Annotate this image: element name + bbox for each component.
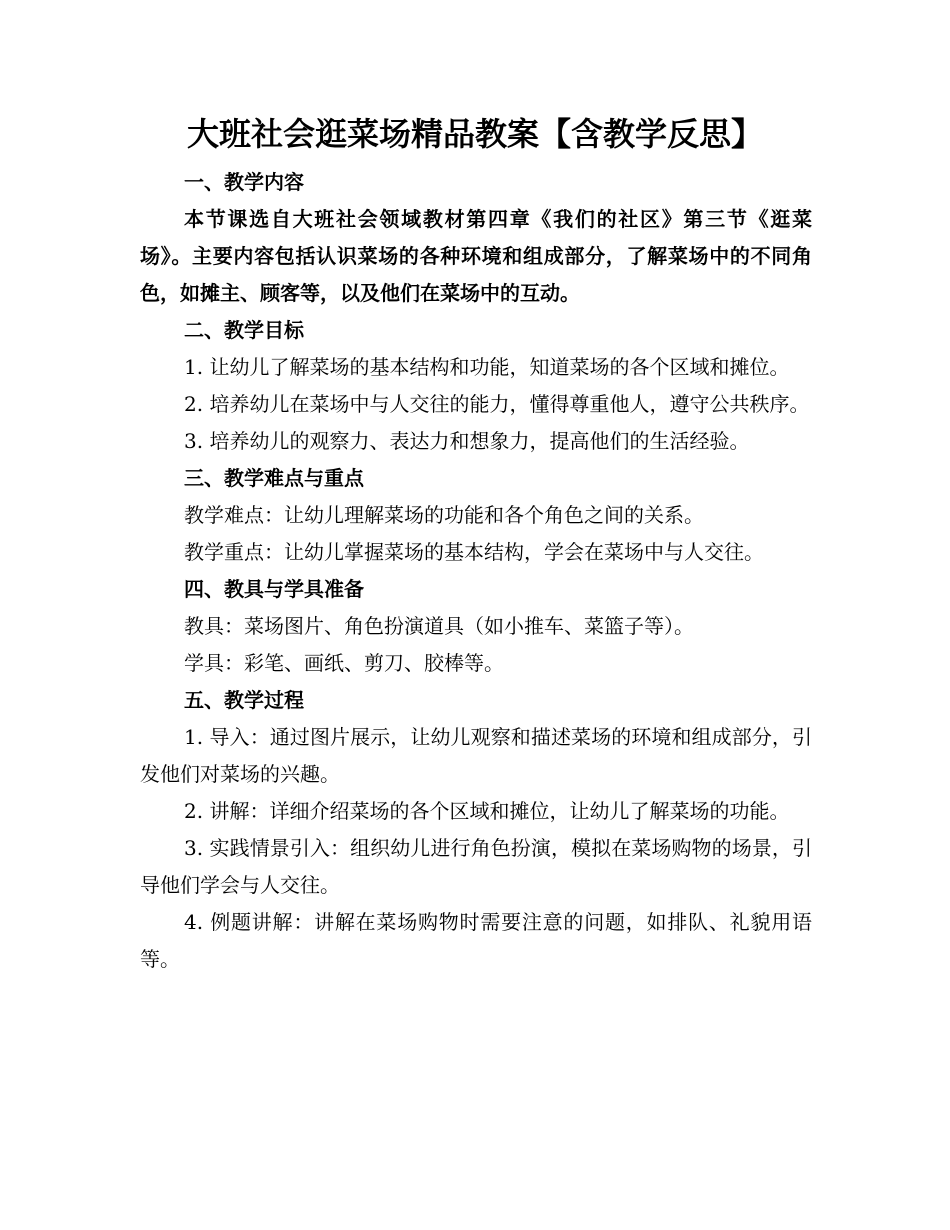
goal-item-1: 1. 让幼儿了解菜场的基本结构和功能，知道菜场的各个区域和摊位。: [184, 355, 790, 379]
document-title: 大班社会逛菜场精品教案【含教学反思】: [186, 115, 763, 153]
process-item-1: 1. 导入：通过图片展示，让幼儿观察和描述菜场的环境和组成部分，引发他们对菜场的兴趣。: [140, 725, 812, 786]
section-heading-content: 一、教学内容: [184, 170, 304, 194]
process-item-4: 4. 例题讲解：讲解在菜场购物时需要注意的问题，如排队、礼貌用语等。: [140, 910, 812, 971]
key-point-item: 教学重点：让幼儿掌握菜场的基本结构，学会在菜场中与人交往。: [184, 540, 764, 564]
section-heading-difficulties: 三、教学难点与重点: [184, 466, 364, 490]
section-heading-process: 五、教学过程: [184, 688, 304, 712]
teacher-materials-item: 教具：菜场图片、角色扮演道具（如小推车、菜篮子等）。: [184, 614, 694, 638]
process-item-3: 3. 实践情景引入：组织幼儿进行角色扮演，模拟在菜场购物的场景，引导他们学会与人交往。: [140, 836, 812, 897]
process-item-2: 2. 讲解：详细介绍菜场的各个区域和摊位，让幼儿了解菜场的功能。: [184, 799, 790, 823]
section-heading-materials: 四、教具与学具准备: [184, 577, 364, 601]
goal-item-3: 3. 培养幼儿的观察力、表达力和想象力，提高他们的生活经验。: [184, 429, 750, 453]
difficulty-item: 教学难点：让幼儿理解菜场的功能和各个角色之间的关系。: [184, 503, 704, 527]
student-materials-item: 学具：彩笔、画纸、剪刀、胶棒等。: [184, 651, 504, 675]
section-heading-goals: 二、教学目标: [184, 318, 304, 342]
content-paragraph: 本节课选自大班社会领域教材第四章《我们的社区》第三节《逛菜场》。主要内容包括认识菜场的各种环境和组成部分，了解菜场中的不同角色，如摊主、顾客等，以及他们在菜场中的互动。: [140, 207, 812, 305]
document-body: [140, 164, 812, 978]
goal-item-2: 2. 培养幼儿在菜场中与人交往的能力，懂得尊重他人，遵守公共秩序。: [184, 392, 810, 416]
